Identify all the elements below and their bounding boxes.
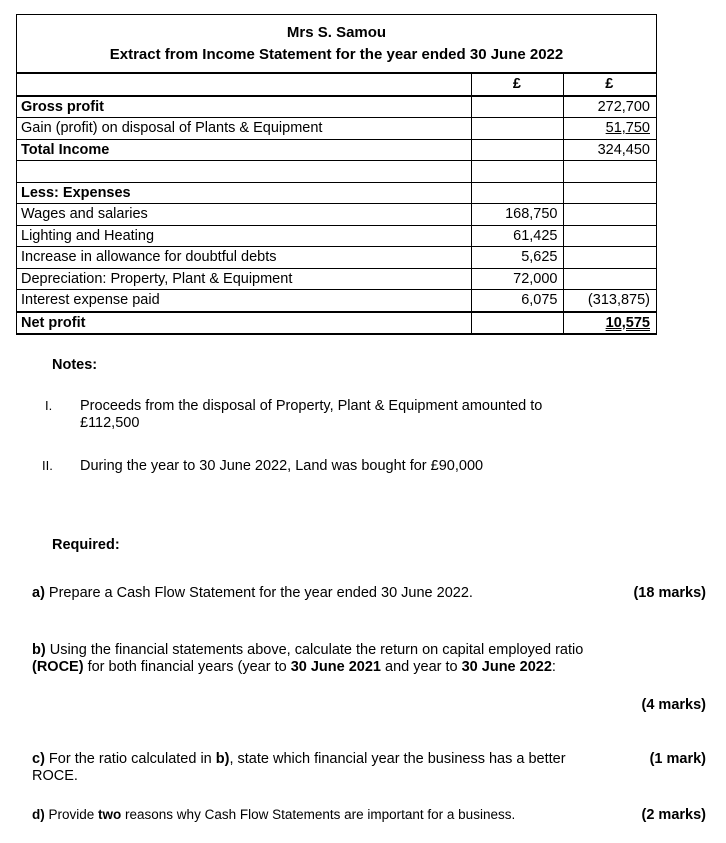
table-row: Less: Expenses <box>17 182 657 204</box>
question-c: c) For the ratio calculated in b), state which financial year the business has a better ROCE. <box>32 751 566 784</box>
marks-b: (4 marks) <box>641 697 706 713</box>
note-number: II. <box>42 458 53 473</box>
table-row: Depreciation: Property, Plant & Equipment 72,000 <box>17 268 657 290</box>
marks-a: (18 marks) <box>633 585 706 601</box>
note-text: Proceeds from the disposal of Property, Plant & Equipment amounted to £112,500 <box>80 398 543 431</box>
table-row: Interest expense paid 6,075 (313,875) <box>17 290 657 312</box>
table-row: Increase in allowance for doubtful debts 5,625 <box>17 247 657 269</box>
net-profit-value: 10,575 <box>605 314 650 331</box>
table-row <box>17 161 657 183</box>
marks-d: (2 marks) <box>641 807 706 823</box>
notes-heading: Notes: <box>52 357 98 373</box>
table-row: Net profit 10,575 <box>17 312 657 335</box>
currency-header: £ <box>472 73 564 96</box>
statement-title: Extract from Income Statement for the year ended 30 June 2022 <box>109 45 564 63</box>
table-row: Lighting and Heating 61,425 <box>17 225 657 247</box>
statement-header <box>17 15 657 74</box>
marks-c: (1 mark) <box>649 751 706 767</box>
note-text: During the year to 30 June 2022, Land was bought for £90,000 <box>80 458 484 474</box>
question-d: d) Provide two reasons why Cash Flow Statements are important for a business. <box>32 807 516 822</box>
note-number: I. <box>45 398 53 413</box>
table-row: Wages and salaries 168,750 <box>17 204 657 226</box>
question-b: b) Using the financial statements above, calculate the return on capital employed ratio (ROCE) for both financial years (year to 30 June 2021 and year to 30 June 2022: <box>32 642 584 675</box>
required-heading: Required: <box>52 537 120 553</box>
currency-header: £ <box>564 73 657 96</box>
question-a: a) Prepare a Cash Flow Statement for the year ended 30 June 2022. <box>32 585 473 601</box>
table-row: Total Income 324,450 <box>17 139 657 161</box>
table-row: Gross profit 272,700 <box>17 96 657 118</box>
owner-name: Mrs S. Samou <box>286 23 387 41</box>
income-statement-table <box>16 14 657 335</box>
table-row: Gain (profit) on disposal of Plants & Equipment 51,750 <box>17 118 657 140</box>
